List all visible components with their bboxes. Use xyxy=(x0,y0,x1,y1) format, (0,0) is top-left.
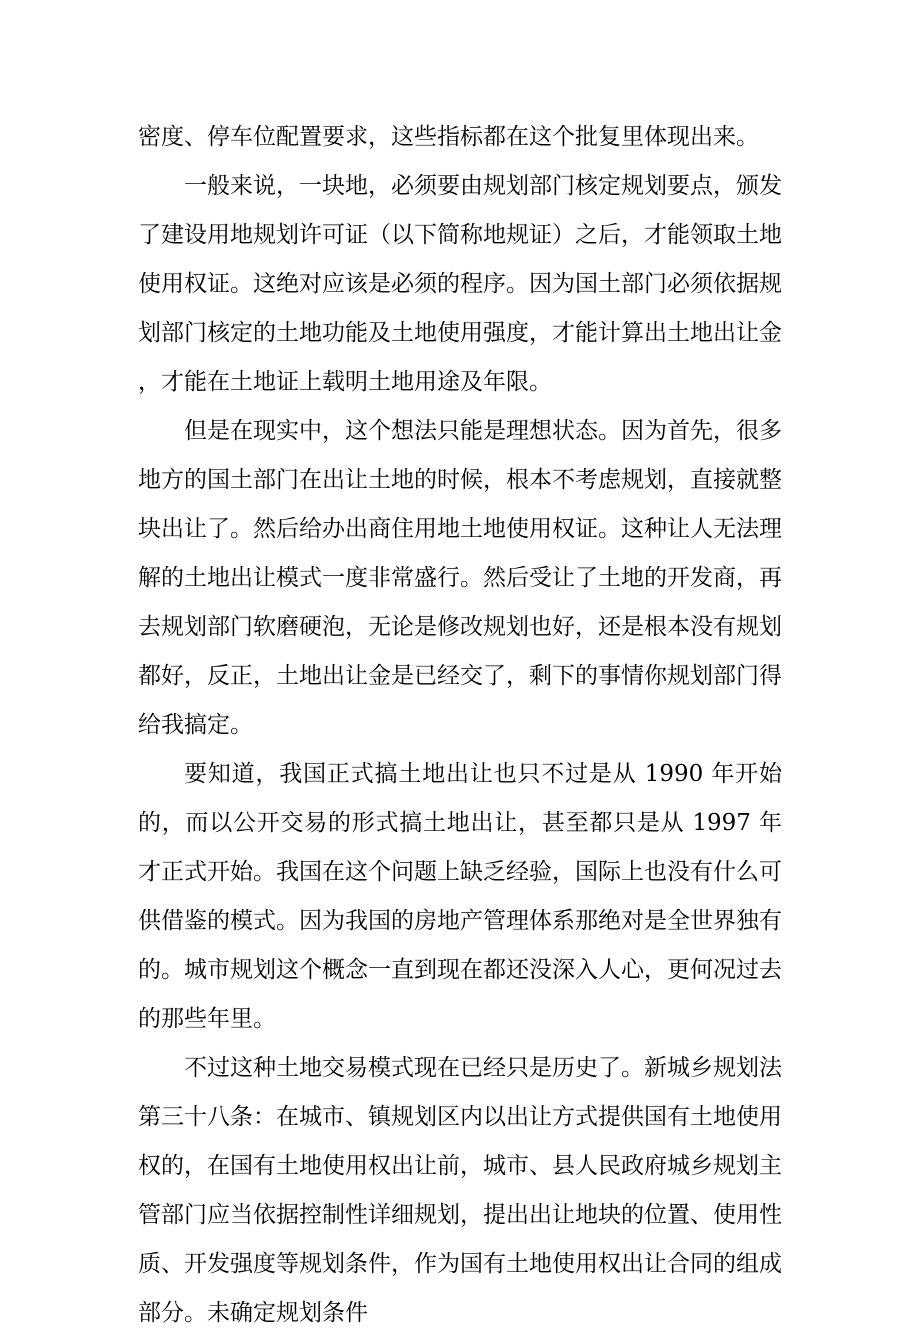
paragraph-reality: 但是在现实中，这个想法只能是理想状态。因为首先，很多地方的国土部门在出让土地的时候，根本不考虑规划，直接就整块出让了。然后给办出商住用地土地使用权证。这种让人无法理解的土地出让模式一度非常盛行。然后受让了土地的开发商，再去规划部门软磨硬泡，无论是修改规划也好，还是根本没有规划都好，反正，土地出让金是已经交了，剩下的事情你规划部门得给我搞定。 xyxy=(138,418,782,738)
paragraph-history: 要知道，我国正式搞土地出让也只不过是从 1990 年开始的，而以公开交易的形式搞土地出让，甚至都只是从 1997 年才正式开始。我国在这个问题上缺乏经验，国际上也没有什么可供借鉴的模式。因为我国的房地产管理体系那绝对是全世界独有的。城市规划这个概念一直到现在都还没深入人心，更何况过去的那些年里。 xyxy=(138,761,782,1032)
document-page xyxy=(138,113,782,1338)
paragraph-new-law: 不过这种土地交易模式现在已经只是历史了。新城乡规划法第三十八条：在城市、镇规划区内以出让方式提供国有土地使用权的，在国有土地使用权出让前，城市、县人民政府城乡规划主管部门应当依据控制性详细规划，提出出让地块的位置、使用性质、开发强度等规划条件，作为国有土地使用权出让合同的组成部分。未确定规划条件 xyxy=(138,1055,782,1326)
paragraph-continuation: 密度、停车位配置要求，这些指标都在这个批复里体现出来。 xyxy=(138,124,759,150)
paragraph-planning-procedure: 一般来说，一块地，必须要由规划部门核定规划要点，颁发了建设用地规划许可证（以下简称地规证）之后，才能领取土地使用权证。这绝对应该是必须的程序。因为国土部门必须依据规划部门核定的土地功能及土地使用强度，才能计算出土地出让金，才能在土地证上载明土地用途及年限。 xyxy=(138,173,782,395)
